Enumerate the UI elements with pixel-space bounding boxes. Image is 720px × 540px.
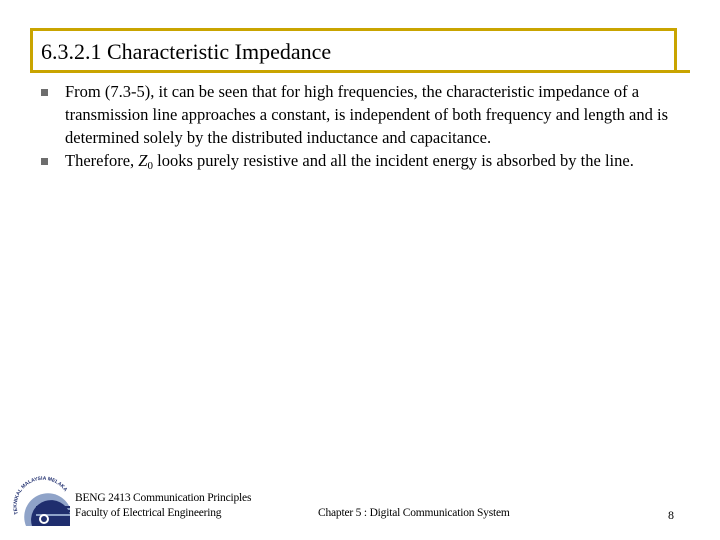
title-frame-top — [30, 28, 677, 31]
title-frame-right — [674, 28, 677, 73]
university-logo-icon — [6, 468, 76, 530]
slide-title: 6.3.2.1 Characteristic Impedance — [41, 39, 332, 64]
footer-course-info — [75, 491, 251, 521]
bullet-list — [40, 80, 712, 172]
square-bullet-icon — [41, 89, 48, 96]
title-frame-left — [30, 28, 33, 73]
page-number: 8 — [668, 508, 674, 522]
square-bullet-icon — [41, 158, 48, 165]
impedance-symbol: Z — [138, 151, 148, 170]
bullet-item — [40, 149, 712, 172]
bullet-text-before: Therefore, — [65, 151, 139, 170]
bullet-text-after: looks purely resistive and all the incident energy is absorbed by the line. — [152, 151, 634, 170]
title-frame-bottom — [30, 70, 690, 73]
footer-faculty: Faculty of Electrical Engineering — [75, 507, 222, 519]
impedance-subscript: 0 — [147, 160, 153, 172]
bullet-text: From (7.3-5), it can be seen that for high frequencies, the characteristic impedance of a transmission line approaches a constant, is independent of both frequency and length and is determined solely by the distributed inductance and capacitance. — [65, 82, 669, 147]
footer-chapter: Chapter 5 : Digital Communication System — [318, 507, 510, 519]
logo-arc-text: TEKNIKAL MALAYSIA MELAKA — [12, 475, 69, 516]
footer-course: BENG 2413 Communication Principles — [75, 492, 252, 504]
bullet-item — [40, 80, 712, 149]
